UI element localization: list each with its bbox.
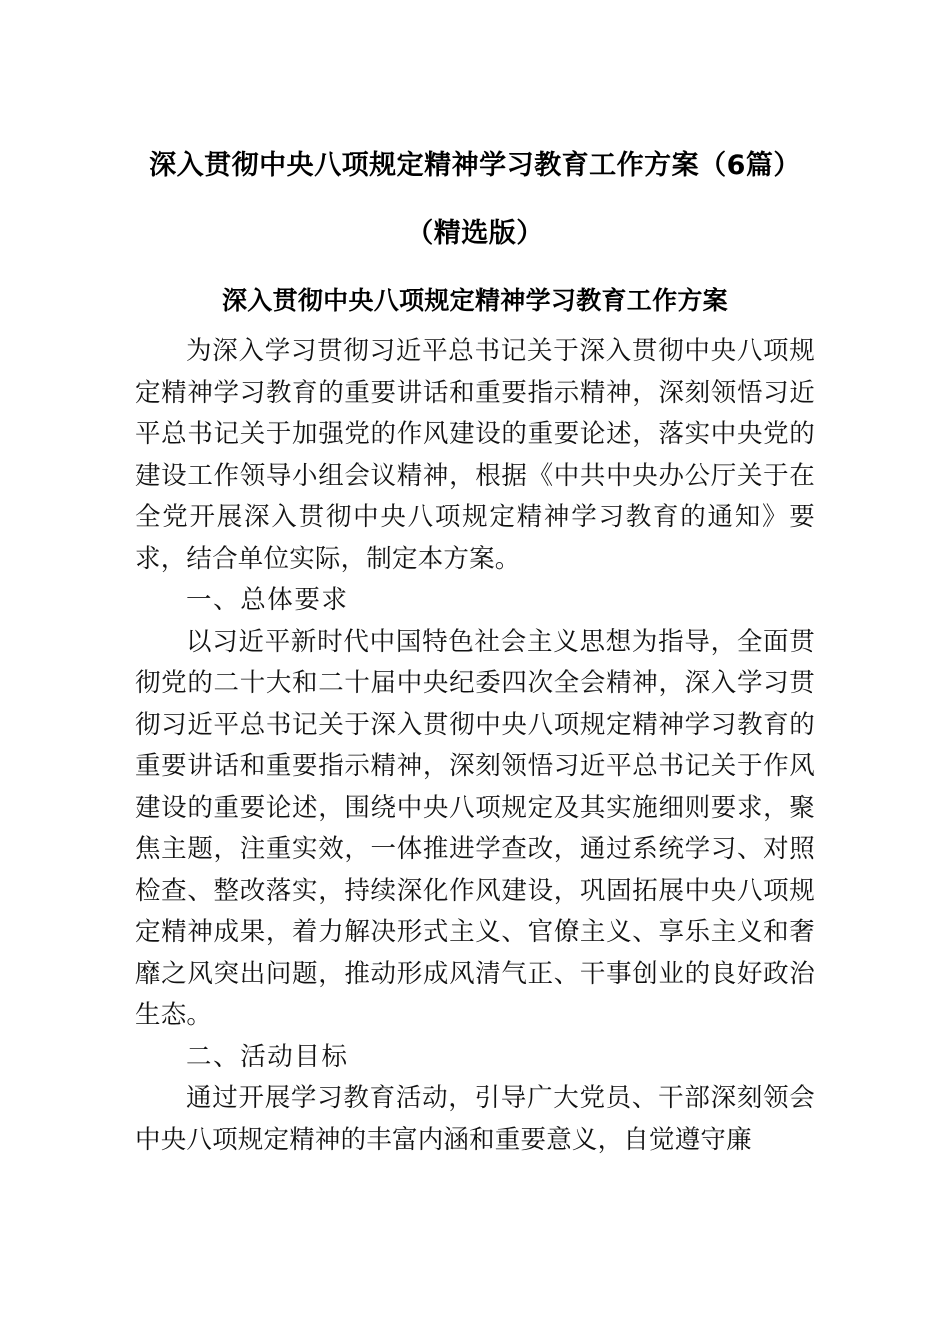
numbered-heading-two: 二、活动目标 — [186, 1041, 349, 1072]
document-title: 深入贯彻中央八项规定精神学习教育工作方案（6篇） — [149, 150, 801, 181]
paragraph-intro: 为深入学习贯彻习近平总书记关于深入贯彻中央八项规定精神学习教育的重要讲话和重要指示精神，深刻领悟习近平总书记关于加强党的作风建设的重要论述，落实中央党的建设工作领导小组会议精神，根据《中共中央办公厅关于在全党开展深入贯彻中央八项规定精神学习教育的通知》要求，结合单位实际，制定本方案。 — [135, 336, 815, 574]
section-heading: 深入贯彻中央八项规定精神学习教育工作方案 — [221, 286, 728, 315]
paragraph-activity-goals: 通过开展学习教育活动，引导广大党员、干部深刻领会中央八项规定精神的丰富内涵和重要意义，自觉遵守廉 — [135, 1083, 815, 1155]
document-subtitle: （精选版） — [406, 218, 544, 249]
paragraph-overall-requirements: 以习近平新时代中国特色社会主义思想为指导，全面贯彻党的二十大和二十届中央纪委四次全会精神，深入学习贯彻习近平总书记关于深入贯彻中央八项规定精神学习教育的重要讲话和重要指示精神，深刻领悟习近平总书记关于作风建设的重要论述，围绕中央八项规定及其实施细则要求，聚焦主题，注重实效，一体推进学查改，通过系统学习、对照检查、整改落实，持续深化作风建设，巩固拓展中央八项规定精神成果，着力解决形式主义、官僚主义、享乐主义和奢靡之风突出问题，推动形成风清气正、干事创业的良好政治生态。 — [135, 626, 815, 1030]
document-body — [135, 331, 815, 1161]
numbered-heading-one: 一、总体要求 — [186, 585, 349, 615]
document-content — [135, 143, 815, 1161]
